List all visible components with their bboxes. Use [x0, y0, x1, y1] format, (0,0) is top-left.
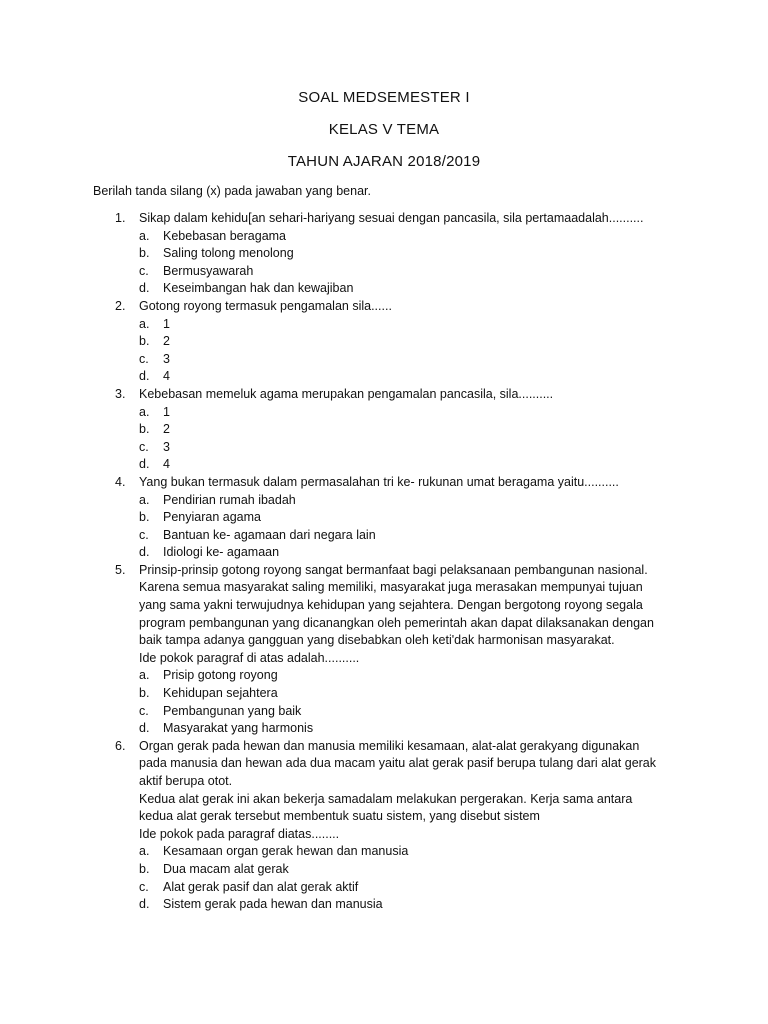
option-letter: c.	[139, 439, 149, 454]
option-text: Alat gerak pasif dan alat gerak aktif	[163, 879, 359, 894]
option-letter: d.	[139, 721, 150, 736]
answer-options	[139, 843, 693, 913]
option-text: Idiologi ke- agamaan	[163, 545, 280, 560]
option-letter: a.	[139, 316, 150, 331]
option-text: Bantuan ke- agamaan dari negara lain	[163, 527, 376, 542]
answer-options	[139, 228, 693, 298]
question-text: Organ gerak pada hewan dan manusia memiliki kesamaan, alat-alat gerakyang digunakan pada manusia dan hewan ada dua macam yaitu alat gerak pasif berupa tulang dari alat gerak aktif berupa otot. Kedua alat gerak ini akan bekerja samadalam melakukan pergerakan. Kerja sama antara kedua alat gerak tersebut membentuk suatu sistem, yang disebut sistem Ide pokok pada paragraf diatas........	[139, 738, 657, 841]
option-letter: d.	[139, 897, 150, 912]
option-letter: d.	[139, 281, 150, 296]
option-text: 1	[163, 404, 170, 419]
option-letter: d.	[139, 457, 150, 472]
answer-option	[139, 492, 693, 510]
option-text: Kehidupan sejahtera	[163, 686, 278, 701]
option-text: Sistem gerak pada hewan dan manusia	[163, 897, 383, 912]
answer-option	[139, 351, 693, 369]
answer-option	[139, 879, 693, 897]
question-number: 1.	[115, 211, 126, 225]
option-letter: b.	[139, 861, 150, 876]
answer-option	[139, 861, 693, 879]
question-item	[93, 562, 693, 738]
option-text: Penyiaran agama	[163, 510, 261, 525]
answer-option	[139, 245, 693, 263]
answer-option	[139, 720, 693, 738]
instruction-text: Berilah tanda silang (x) pada jawaban yang benar.	[93, 184, 371, 198]
question-list	[93, 210, 693, 914]
option-text: Bermusyawarah	[163, 263, 254, 278]
option-letter: b.	[139, 246, 150, 261]
option-text: 3	[163, 351, 170, 366]
option-text: Pendirian rumah ibadah	[163, 492, 296, 507]
option-letter: a.	[139, 404, 150, 419]
answer-options	[139, 316, 693, 386]
question-item	[93, 386, 693, 474]
answer-option	[139, 439, 693, 457]
document-title: SOAL MEDSEMESTER I	[298, 89, 470, 106]
question-number: 6.	[115, 738, 126, 753]
answer-option	[139, 228, 693, 246]
option-text: 4	[163, 457, 170, 472]
academic-year: TAHUN AJARAN 2018/2019	[287, 153, 481, 170]
answer-option	[139, 544, 693, 562]
option-letter: c.	[139, 527, 149, 542]
answer-option	[139, 404, 693, 422]
answer-option	[139, 280, 693, 298]
answer-option	[139, 263, 693, 281]
option-text: 1	[163, 316, 170, 331]
option-text: 2	[163, 334, 170, 349]
answer-option	[139, 316, 693, 334]
option-letter: d.	[139, 369, 150, 384]
option-letter: c.	[139, 703, 149, 718]
question-item	[93, 210, 693, 298]
answer-option	[139, 456, 693, 474]
answer-option	[139, 509, 693, 527]
option-letter: a.	[139, 492, 150, 507]
question-number: 2.	[115, 298, 126, 313]
answer-option	[139, 843, 693, 861]
question-text: Sikap dalam kehidu[an sehari-hariyang sesuai dengan pancasila, sila pertamaadalah..........	[139, 211, 644, 225]
option-text: Keseimbangan hak dan kewajiban	[163, 281, 354, 296]
answer-option	[139, 527, 693, 545]
question-item	[93, 298, 693, 386]
option-text: Masyarakat yang harmonis	[163, 721, 314, 736]
option-text: 4	[163, 369, 170, 384]
option-letter: b.	[139, 334, 150, 349]
option-letter: c.	[139, 263, 149, 278]
option-letter: c.	[139, 351, 149, 366]
question-text: Gotong royong termasuk pengamalan sila......	[139, 298, 392, 313]
option-letter: b.	[139, 510, 150, 525]
answer-option	[139, 685, 693, 703]
option-text: 3	[163, 439, 170, 454]
answer-option	[139, 333, 693, 351]
question-item	[93, 474, 693, 562]
option-text: Pembangunan yang baik	[163, 703, 302, 718]
option-text: Prisip gotong royong	[163, 668, 278, 683]
option-letter: b.	[139, 422, 150, 437]
option-letter: a.	[139, 228, 150, 243]
option-letter: c.	[139, 879, 149, 894]
question-number: 4.	[115, 474, 126, 489]
question-text: Yang bukan termasuk dalam permasalahan tri ke- rukunan umat beragama yaitu..........	[139, 474, 619, 489]
option-letter: b.	[139, 686, 150, 701]
question-number: 5.	[115, 562, 126, 577]
answer-option	[139, 368, 693, 386]
option-text: Kebebasan beragama	[163, 228, 287, 243]
class-subtitle: KELAS V TEMA	[328, 121, 440, 138]
question-text: Kebebasan memeluk agama merupakan pengamalan pancasila, sila..........	[139, 386, 554, 401]
answer-options	[139, 492, 693, 562]
answer-options	[139, 404, 693, 474]
option-letter: d.	[139, 545, 150, 560]
question-item	[93, 738, 693, 914]
answer-option	[139, 896, 693, 914]
option-text: Saling tolong menolong	[163, 246, 294, 261]
option-letter: a.	[139, 668, 150, 683]
answer-option	[139, 667, 693, 685]
answer-option	[139, 703, 693, 721]
option-text: 2	[163, 422, 170, 437]
question-text: Prinsip-prinsip gotong royong sangat bermanfaat bagi pelaksanaan pembangunan nasional. Karena semua masyarakat saling memiliki, masyarakat juga merasakan mempunyai tujuan yang sama yakni terwujudnya kehidupan yang sejahtera. Dengan bergotong royong segala program pembangunan yang dicanangkan oleh pemerintah akan dapat dilaksanakan dengan baik tampa adanya gangguan yang disebabkan oleh keti'dak harmonisan masyarakat. Ide pokok paragraf di atas adalah..........	[139, 562, 654, 665]
question-number: 3.	[115, 386, 126, 401]
answer-option	[139, 421, 693, 439]
option-letter: a.	[139, 844, 150, 859]
option-text: Kesamaan organ gerak hewan dan manusia	[163, 844, 409, 859]
option-text: Dua macam alat gerak	[163, 861, 289, 876]
answer-options	[139, 667, 693, 737]
